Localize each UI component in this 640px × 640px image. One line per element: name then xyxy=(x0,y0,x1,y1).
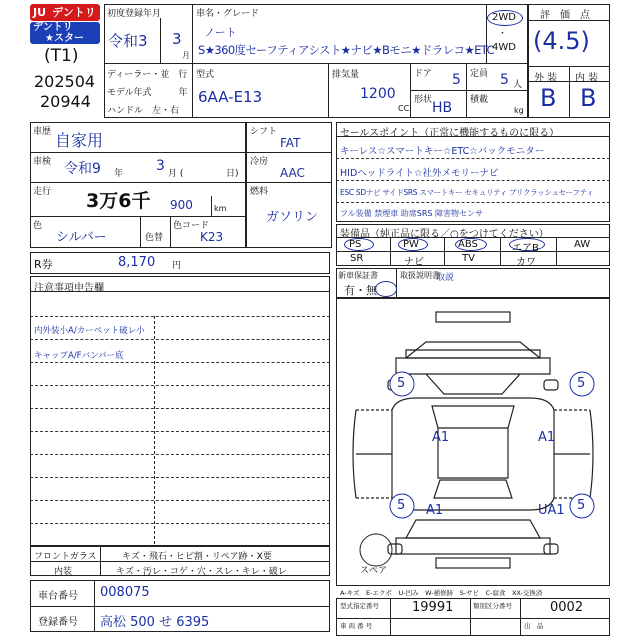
logo-top xyxy=(30,4,100,21)
selling-points-label: セールスポイント（正常に機能するものに限る） xyxy=(340,128,560,139)
note-line-1: 内外装小A/カーペット破レ小 xyxy=(34,326,145,336)
capacity-unit: 人 xyxy=(513,80,523,90)
damage-rear-right-2: UA1 xyxy=(538,503,565,518)
color-label: 色 xyxy=(33,221,43,231)
lot-code: (T1) xyxy=(44,46,79,66)
capacity-value: 5 xyxy=(500,72,509,88)
damage-rear-right: 5 xyxy=(577,498,586,513)
inspection-label: 車検 xyxy=(33,157,52,167)
footer-label-1: 車 両 番 号 xyxy=(340,622,373,630)
note-rule xyxy=(30,523,330,524)
inspection-era: 令和9 xyxy=(64,161,101,177)
warranty-label: 新車保証書 xyxy=(338,271,378,280)
mileage-label: 走行 xyxy=(33,187,52,197)
load-label: 積載 xyxy=(470,95,489,105)
footer-label-2: 出 品 xyxy=(524,622,544,630)
note-rule xyxy=(30,362,330,363)
damage-front-right: 5 xyxy=(577,376,586,391)
type-cert-value: 19991 xyxy=(412,600,454,615)
note-rule xyxy=(30,477,330,478)
note-rule xyxy=(30,500,330,501)
recycle-value: 8,170 xyxy=(118,255,156,270)
handle-label: ハンドル 左・右 xyxy=(107,106,180,116)
lot-number-1: 202504 xyxy=(34,72,96,91)
inspection-year-unit: 年 xyxy=(114,169,124,179)
manual-label: 取扱説明書 xyxy=(400,271,440,280)
mileage-value: 3万6千 xyxy=(86,190,151,212)
damage-right-side: A1 xyxy=(538,430,556,445)
selling-point-2: HIDヘッドライト☆社外メモリーナビ xyxy=(340,168,499,179)
equip-airbag: エアB xyxy=(512,243,539,254)
ext-label: 外 装 xyxy=(534,73,558,84)
plate-value: 高松 500 せ 6395 xyxy=(100,615,210,630)
equip-pw: PW xyxy=(403,239,419,250)
usage-label: 車歴 xyxy=(33,127,52,137)
chassis-label: 車台番号 xyxy=(38,591,78,602)
logo-bottom xyxy=(30,22,100,44)
color-value: シルバー xyxy=(56,230,107,245)
load-unit: kg xyxy=(514,106,524,115)
lot-number-2: 20944 xyxy=(40,92,91,111)
logo xyxy=(30,4,100,44)
selling-point-4: フル装備 禁煙車 助席SRS 障害物センサ xyxy=(340,209,484,218)
car-grade: S★360度セーフティアシスト★ナビ★Bモニ★ドラレコ★ETC xyxy=(198,43,494,57)
equip-navi: ナビ xyxy=(404,257,424,268)
dealer-label: ディーラー・並 行 xyxy=(107,70,188,80)
note-rule xyxy=(30,454,330,455)
color-change-label: 色替 xyxy=(145,233,164,243)
shape-label: 形状 xyxy=(414,95,433,105)
equip-aw: AW xyxy=(574,239,591,250)
displacement-unit: CC xyxy=(398,104,410,113)
capacity-label: 定員 xyxy=(470,69,489,79)
doors-value: 5 xyxy=(452,72,461,88)
logo-star: ★スター xyxy=(45,33,84,44)
grade-value: (4.5) xyxy=(533,27,590,55)
equip-abs: ABS xyxy=(458,239,478,250)
grade-label: 評 価 点 xyxy=(540,10,590,21)
mileage-sub: 900 xyxy=(170,198,193,212)
shape-value: HB xyxy=(432,100,453,116)
int-label: 内 装 xyxy=(575,73,599,84)
notes-divider xyxy=(154,316,155,544)
int-grade: B xyxy=(580,84,597,112)
equip-ps: PS xyxy=(349,239,362,250)
note-rule xyxy=(30,316,330,317)
damage-rear-left-2: A1 xyxy=(426,503,444,518)
spare-tire xyxy=(360,534,392,566)
notes-label: 注意事項申告欄 xyxy=(34,283,104,294)
selling-point-1: キーレス☆スマートキー☆ETC☆バックモニター xyxy=(340,146,545,157)
car-name: ノート xyxy=(204,26,237,39)
interior-value: キズ・汚レ・コゲ・穴・スレ・キレ・破レ xyxy=(116,567,287,577)
selling-point-3: ESC SDナビ サイドSRS スマートキー セキュリティ ブリクラッシュセーフティ xyxy=(340,188,594,197)
manual-value: 取説 xyxy=(436,273,455,283)
reg-label: 初度登録年月 xyxy=(107,9,162,19)
damage-rear-left: 5 xyxy=(397,498,406,513)
damage-front-left: 5 xyxy=(397,376,406,391)
car-diagram xyxy=(336,298,610,586)
warranty-value: 有・無 xyxy=(344,284,377,297)
note-rule xyxy=(30,339,330,340)
equip-tv: TV xyxy=(462,253,475,264)
shift-value: FAT xyxy=(280,136,301,150)
reg-era: 令和3 xyxy=(108,32,148,50)
inspection-month: 3 xyxy=(156,158,165,174)
shift-label: シフト xyxy=(250,127,278,137)
header-box xyxy=(104,4,528,118)
note-rule xyxy=(30,408,330,409)
damage-left-side: A1 xyxy=(432,430,450,445)
usage-value: 自家用 xyxy=(55,131,104,150)
inspection-month-unit: 月 ( xyxy=(168,169,184,179)
plate-label: 登録番号 xyxy=(38,617,78,628)
recycle-unit: 円 xyxy=(172,261,182,271)
logo-line2: デントリ xyxy=(33,22,73,33)
note-rule xyxy=(30,431,330,432)
model-year-label: モデル年式 年 xyxy=(107,88,188,98)
damage-legend: A-キズ E-エクボ U-凹み W-補修跡 S-サビ C-腐食 XX-交換済 xyxy=(340,589,543,597)
glass-value: キズ・飛石・ヒビ割・リペア跡・X要 xyxy=(122,552,272,562)
color-code-label: 色コード xyxy=(173,221,210,231)
equip-leather: カワ xyxy=(516,257,536,268)
aircon-value: AAC xyxy=(280,166,305,180)
displacement-value: 1200 xyxy=(360,86,396,102)
car-outline xyxy=(353,312,593,568)
chassis-value: 008075 xyxy=(100,585,150,600)
inspection-day-unit: 日) xyxy=(226,169,239,179)
color-code: K23 xyxy=(200,230,224,244)
equipment-label: 装備品（純正品に限る／○をつけてください） xyxy=(340,229,549,240)
fuel-label: 燃料 xyxy=(250,187,269,197)
recycle-label: R券 xyxy=(34,258,53,271)
class-value: 0002 xyxy=(550,600,584,615)
equip-sr: SR xyxy=(350,253,364,264)
note-rule xyxy=(30,385,330,386)
displacement-label: 排気量 xyxy=(332,70,360,80)
ext-grade: B xyxy=(540,84,557,112)
spare-label: スペア xyxy=(360,566,388,576)
fuel-value: ガソリン xyxy=(266,210,319,225)
note-line-2: キャップA/Fバンパー底 xyxy=(34,351,124,361)
aircon-label: 冷房 xyxy=(250,157,269,167)
doors-label: ドア xyxy=(414,69,432,79)
reg-month-unit: 月 xyxy=(182,51,190,60)
logo-line1: デントリ xyxy=(52,6,96,19)
mileage-unit: km xyxy=(214,204,227,213)
drive-dot: ・ xyxy=(498,29,508,39)
drive-2wd: 2WD xyxy=(492,12,516,23)
model-label: 型式 xyxy=(196,70,215,80)
class-label: 類別区分番号 xyxy=(473,602,512,610)
reg-month: 3 xyxy=(172,30,182,48)
logo-brand: JU xyxy=(33,6,47,19)
glass-label: フロントガラス xyxy=(34,552,97,562)
model-value: 6AA-E13 xyxy=(198,88,263,106)
car-name-label: 車名・グレード xyxy=(196,9,260,19)
type-cert-label: 型式指定番号 xyxy=(340,602,379,610)
warranty-circle xyxy=(375,281,397,297)
interior-label: 内装 xyxy=(54,567,73,577)
drive-4wd: 4WD xyxy=(492,42,516,53)
